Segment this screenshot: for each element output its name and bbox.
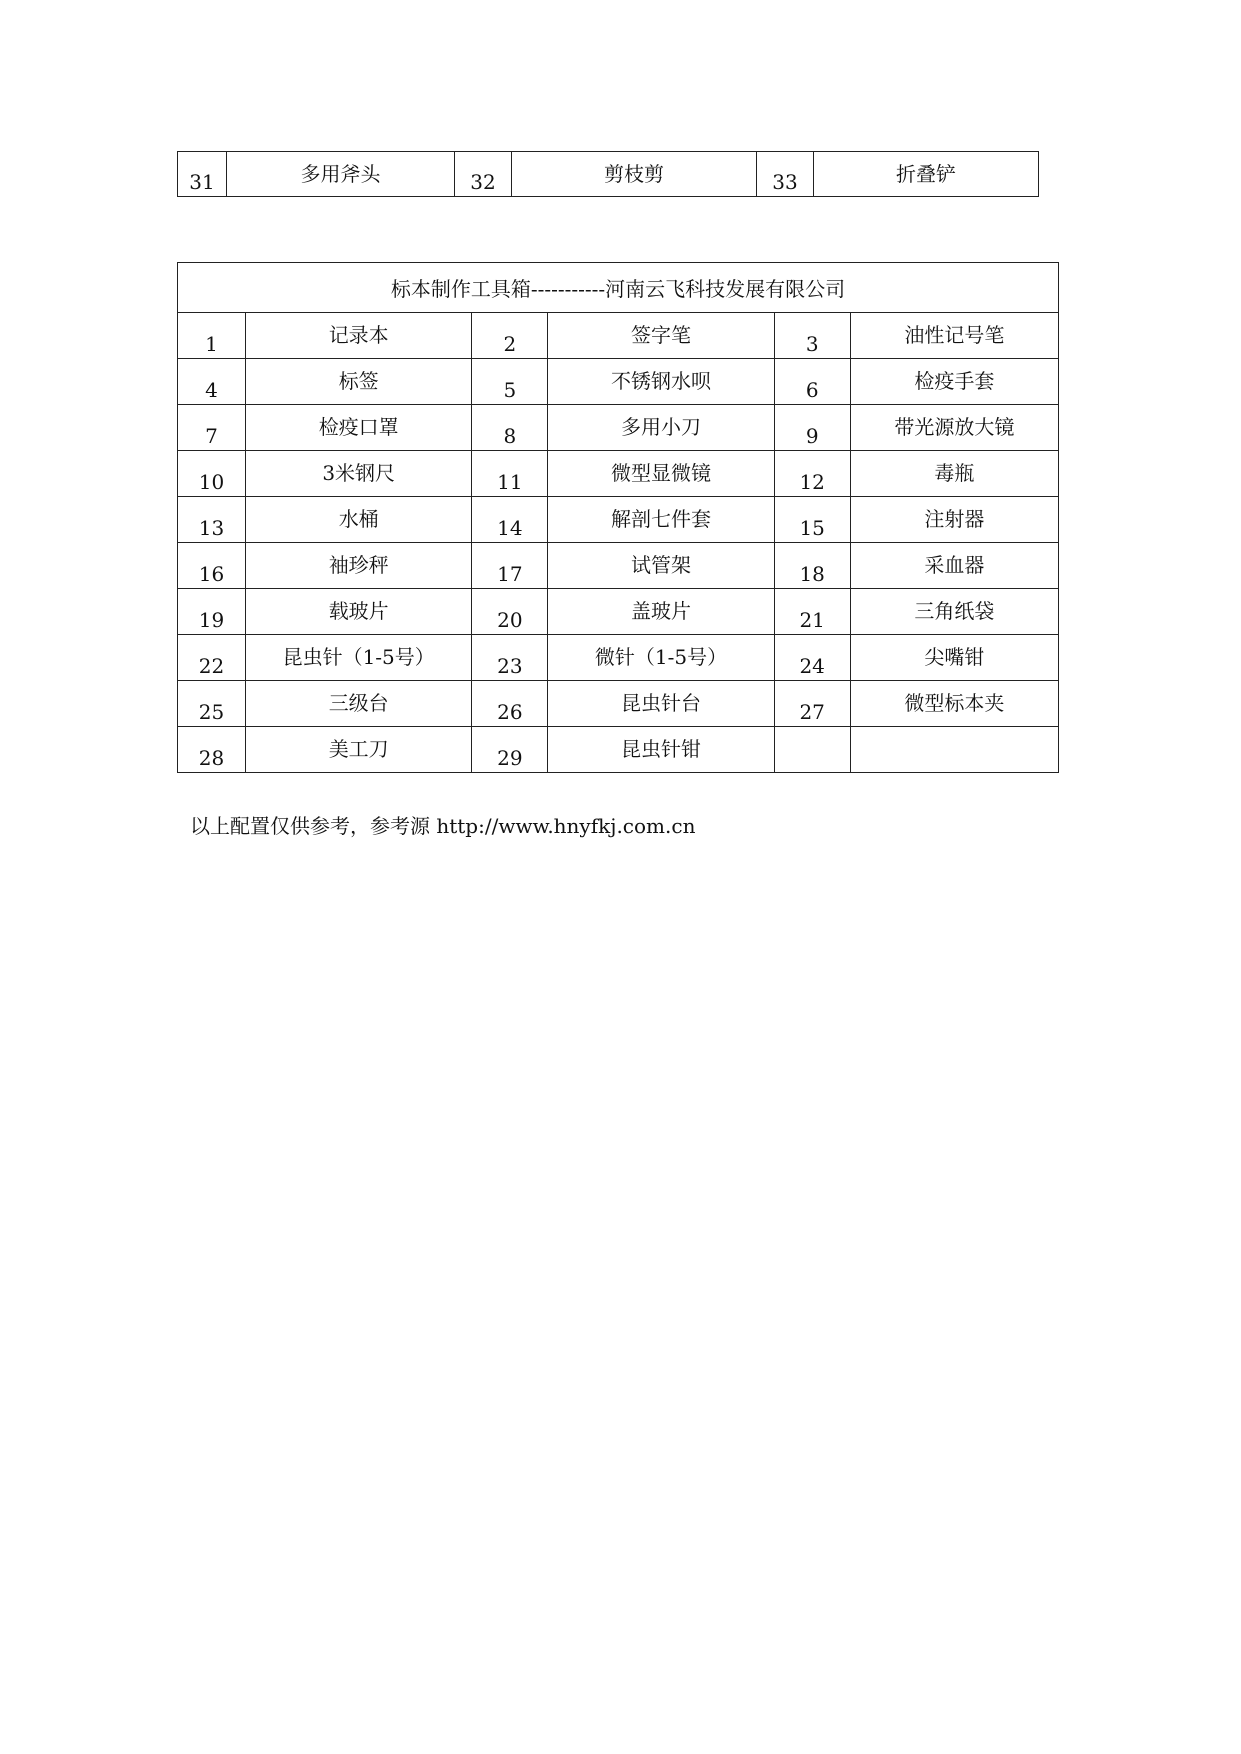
item-number: 11 <box>472 451 548 497</box>
item-name: 昆虫针（1-5号） <box>246 635 472 681</box>
item-number: 6 <box>774 359 850 405</box>
item-name: 采血器 <box>850 543 1058 589</box>
item-name: 检疫口罩 <box>246 405 472 451</box>
item-name: 记录本 <box>246 313 472 359</box>
table-row <box>178 635 1059 681</box>
table-row <box>178 497 1059 543</box>
table-row <box>178 727 1059 773</box>
item-number: 10 <box>178 451 246 497</box>
item-number: 22 <box>178 635 246 681</box>
top-tool-table <box>177 151 1039 197</box>
item-name: 昆虫针钳 <box>548 727 774 773</box>
item-name: 微型标本夹 <box>850 681 1058 727</box>
item-number <box>774 727 850 773</box>
table-row <box>178 681 1059 727</box>
item-name: 注射器 <box>850 497 1058 543</box>
item-name: 不锈钢水呗 <box>548 359 774 405</box>
item-number: 28 <box>178 727 246 773</box>
table-row <box>178 405 1059 451</box>
item-number: 13 <box>178 497 246 543</box>
item-name: 尖嘴钳 <box>850 635 1058 681</box>
item-number: 24 <box>774 635 850 681</box>
item-number: 33 <box>757 152 814 197</box>
item-number: 14 <box>472 497 548 543</box>
item-number: 26 <box>472 681 548 727</box>
table-row <box>178 589 1059 635</box>
item-number: 25 <box>178 681 246 727</box>
item-number: 12 <box>774 451 850 497</box>
item-name: 微针（1-5号） <box>548 635 774 681</box>
item-number: 19 <box>178 589 246 635</box>
table-row <box>178 543 1059 589</box>
item-name: 带光源放大镜 <box>850 405 1058 451</box>
item-name: 3米钢尺 <box>246 451 472 497</box>
item-number: 27 <box>774 681 850 727</box>
item-name: 多用斧头 <box>227 152 455 197</box>
item-name: 剪枝剪 <box>512 152 757 197</box>
item-name: 多用小刀 <box>548 405 774 451</box>
item-number: 7 <box>178 405 246 451</box>
item-name: 昆虫针台 <box>548 681 774 727</box>
item-name: 三级台 <box>246 681 472 727</box>
item-number: 3 <box>774 313 850 359</box>
item-name: 检疫手套 <box>850 359 1058 405</box>
item-number: 9 <box>774 405 850 451</box>
item-number: 5 <box>472 359 548 405</box>
table-row <box>178 152 1039 197</box>
item-number: 23 <box>472 635 548 681</box>
item-name: 美工刀 <box>246 727 472 773</box>
item-name: 标签 <box>246 359 472 405</box>
table-title: 标本制作工具箱-----------河南云飞科技发展有限公司 <box>178 263 1059 313</box>
item-name: 折叠铲 <box>814 152 1039 197</box>
item-number: 20 <box>472 589 548 635</box>
table-row <box>178 451 1059 497</box>
item-name: 油性记号笔 <box>850 313 1058 359</box>
item-name: 解剖七件套 <box>548 497 774 543</box>
item-number: 15 <box>774 497 850 543</box>
item-number: 1 <box>178 313 246 359</box>
item-name: 三角纸袋 <box>850 589 1058 635</box>
table-row <box>178 359 1059 405</box>
item-number: 18 <box>774 543 850 589</box>
specimen-toolbox-table <box>177 262 1059 773</box>
item-number: 31 <box>178 152 227 197</box>
item-number: 8 <box>472 405 548 451</box>
item-number: 4 <box>178 359 246 405</box>
table-row <box>178 313 1059 359</box>
item-name: 试管架 <box>548 543 774 589</box>
item-name: 微型显微镜 <box>548 451 774 497</box>
item-name: 水桶 <box>246 497 472 543</box>
item-name: 签字笔 <box>548 313 774 359</box>
item-number: 29 <box>472 727 548 773</box>
item-number: 32 <box>455 152 512 197</box>
item-name: 盖玻片 <box>548 589 774 635</box>
item-name: 载玻片 <box>246 589 472 635</box>
item-number: 17 <box>472 543 548 589</box>
item-name: 毒瓶 <box>850 451 1058 497</box>
item-number: 16 <box>178 543 246 589</box>
reference-note: 以上配置仅供参考，参考源 http://www.hnyfkj.com.cn <box>190 814 696 838</box>
item-number: 2 <box>472 313 548 359</box>
item-name: 袖珍秤 <box>246 543 472 589</box>
item-name <box>850 727 1058 773</box>
table-title-row <box>178 263 1059 313</box>
item-number: 21 <box>774 589 850 635</box>
